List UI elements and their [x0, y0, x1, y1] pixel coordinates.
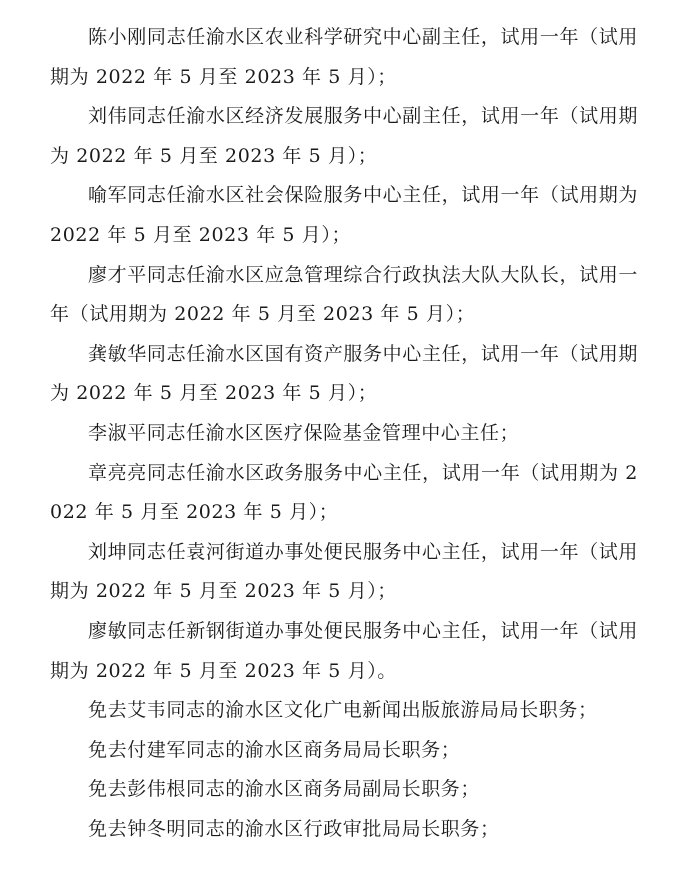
appointment-paragraph-8: 刘坤同志任袁河街道办事处便民服务中心主任，试用一年（试用期为 2022 年 5 月至 2023 年 5 月）； — [50, 540, 638, 603]
appointment-paragraph-3: 喻军同志任渝水区社会保险服务中心主任，试用一年（试用期为 2022 年 5 月至 2023 年 5 月）； — [50, 184, 638, 246]
appointment-paragraph-5: 龚敏华同志任渝水区国有资产服务中心主任，试用一年（试用期为 2022 年 5 月至 2023 年 5 月）； — [50, 342, 638, 405]
dismissal-paragraph-3: 免去彭伟根同志的渝水区商务局副局长职务； — [88, 778, 481, 801]
dismissal-paragraph-2: 免去付建军同志的渝水区商务局局长职务； — [88, 738, 461, 761]
appointment-paragraph-9: 廖敏同志任新钢街道办事处便民服务中心主任，试用一年（试用期为 2022 年 5 月至 2023 年 5 月）。 — [50, 619, 638, 682]
appointment-paragraph-1: 陈小刚同志任渝水区农业科学研究中心副主任，试用一年（试用期为 2022 年 5 月至 2023 年 5 月）； — [50, 26, 638, 88]
appointment-paragraph-6: 李淑平同志任渝水区医疗保险基金管理中心主任； — [88, 421, 520, 444]
appointment-paragraph-2: 刘伟同志任渝水区经济发展服务中心副主任，试用一年（试用期为 2022 年 5 月至 2023 年 5 月）； — [50, 105, 638, 167]
dismissal-paragraph-4: 免去钟冬明同志的渝水区行政审批局局长职务； — [88, 817, 500, 840]
appointment-paragraph-7: 章亮亮同志任渝水区政务服务中心主任，试用一年（试用期为 2022 年 5 月至 2023 年 5 月）； — [50, 461, 638, 524]
dismissal-paragraph-1: 免去艾韦同志的渝水区文化广电新闻出版旅游局局长职务； — [88, 699, 598, 722]
appointment-paragraph-4: 廖才平同志任渝水区应急管理综合行政执法大队大队长，试用一年（试用期为 2022 年 5 月至 2023 年 5 月）； — [50, 263, 638, 326]
